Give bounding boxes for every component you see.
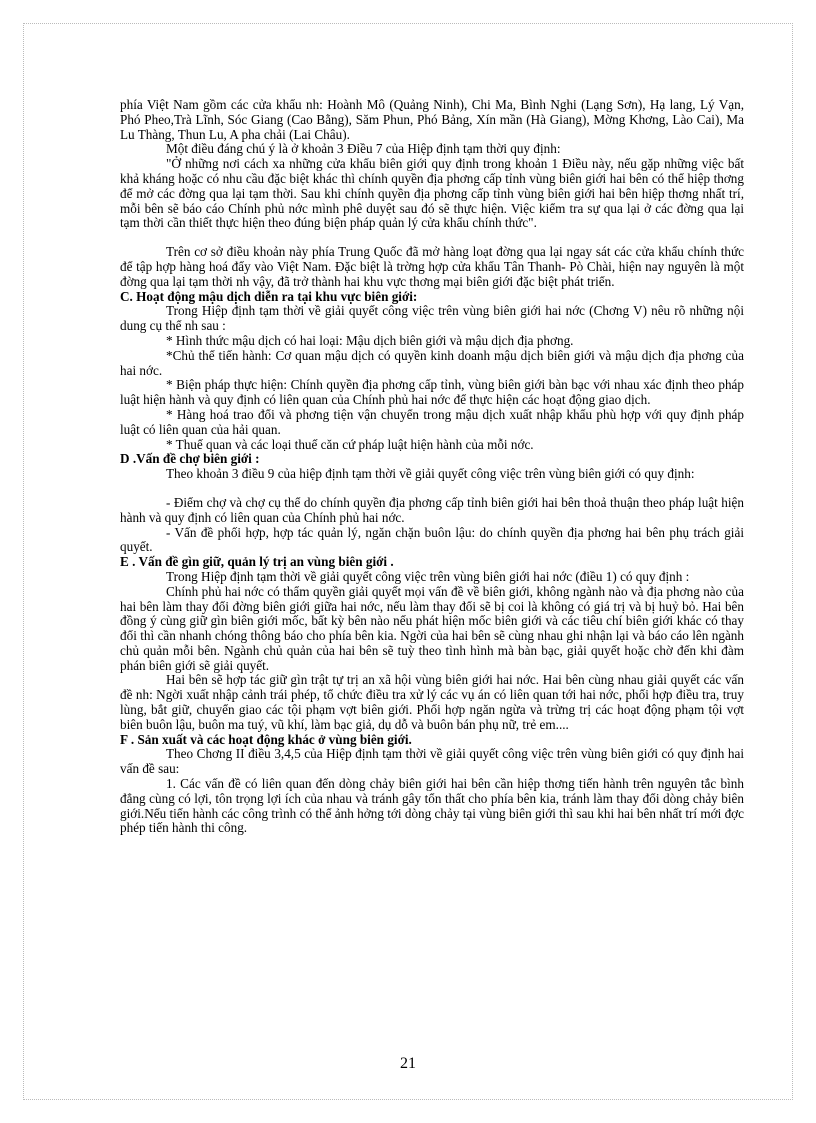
- list-item-river-flow: 1. Các vấn đề có liên quan đến dòng chảy biên giới hai bên cần hiệp thơng tiến hành trên nguyên tắc bình đẳng cùng có lợi, tôn trọng lợi ích của nhau và tránh gây tổn thất cho phía bên kia, tránh làm thay đổi dòng chảy biên giới.Nếu tiến hành các công trình có thể ảnh hởng tới dòng chảy tại vùng biên giới thì sau khi hai bên nhất trí mới đợc phép tiến hành thi công.: [120, 776, 744, 836]
- paragraph-china-crossings: Trên cơ sở điều khoản này phía Trung Quốc đã mở hàng loạt đờng qua lại ngay sát các cửa khẩu chính thức để tập hợp hàng hoá đẩy vào Việt Nam. Đặc biệt là trờng hợp cửa khẩu Tân Thanh- Pò Chài, hiện nay nguyên là một đờng qua lại tạm thời nh vậy, đã trở thành hai khu vực thơng mại biên giới đặc biệt phát triển.: [120, 244, 744, 289]
- list-item-trade-form: * Hình thức mậu dịch có hai loại: Mậu dịch biên giới và mậu dịch địa phơng.: [166, 332, 574, 348]
- paragraph-security-intro: Trong Hiệp định tạm thời về giải quyết công việc trên vùng biên giới hai nớc (điều 1) có quy định :: [166, 568, 690, 584]
- list-item-trade-method: * Biện pháp thực hiện: Chính quyền địa phơng cấp tỉnh, vùng biên giới bàn bạc với nhau xác định theo pháp luật hiện hành và quy định có liên quan của Chính phủ hai nớc để thực hiện các hoạt động giao dịch.: [120, 377, 744, 408]
- paragraph-border-gates: phía Việt Nam gồm các cửa khẩu nh: Hoành Mô (Quảng Ninh), Chi Ma, Bình Nghi (Lạng Sơn), Hạ lang, Lý Vạn, Phó Pheo,Trà Lĩnh, Sóc Giang (Cao Bằng), Săm Phun, Phó Bảng, Xín mần (Hà Giang), Mờng Khơng, Lào Cai), Ma Lu Thàng, Thun Lu, A pha chải (Lai Châu).: [120, 97, 744, 142]
- list-item-market-points: - Điểm chợ và chợ cụ thể do chính quyền địa phơng cấp tỉnh biên giới hai bên thoả thuận theo pháp luật hiện hành và quy định có liên quan của Chính phủ hai nớc.: [120, 494, 744, 525]
- heading-section-c: C. Hoạt động mậu dịch diễn ra tại khu vực biên giới:: [120, 288, 418, 304]
- paragraph-market-clause: Theo khoản 3 điều 9 của hiệp định tạm thời về giải quyết công việc trên vùng biên giới có quy định:: [166, 466, 695, 482]
- list-item-trade-tax: * Thuế quan và các loại thuế căn cứ pháp luật hiện hành của mỗi nớc.: [166, 436, 534, 452]
- paragraph-security-cooperation: Hai bên sẽ hợp tác giữ gìn trật tự trị an xã hội vùng biên giới hai nớc. Hai bên cùng nhau giải quyết các vấn đề nh: Ngời xuất nhập cảnh trái phép, tổ chức điều tra xử lý các vụ án có liên quan tới hai nớc, phối hợp điều tra, truy lùng, bắt giữ, chuyển giao các tội phạm vợt biên giới. Phối hợp ngăn ngừa và trừng trị các hoạt động phạm tội vợt biên buôn lậu, buôn ma tuý, vũ khí, làm bạc giả, dụ dỗ và buôn bán phụ nữ, trẻ em....: [120, 672, 744, 732]
- heading-section-d: D .Vấn đề chợ biên giới :: [120, 451, 260, 467]
- heading-section-e: E . Vấn đề gìn giữ, quản lý trị an vùng biên giới .: [120, 554, 394, 570]
- document-body: [120, 98, 744, 836]
- list-item-trade-goods: * Hàng hoá trao đổi và phơng tiện vận chuyển trong mậu dịch xuất nhập khẩu phù hợp với quy định pháp luật có liên quan của hải quan.: [120, 406, 744, 437]
- page-number: 21: [400, 1055, 416, 1072]
- paragraph-government-authority: Chính phủ hai nớc có thẩm quyền giải quyết mọi vấn đề về biên giới, không ngành nào và địa phơng nào của hai bên làm thay đổi đờng biên giới giữa hai nớc, nếu làm thay đổi sẽ bị coi là không có giá trị và bị huỷ bỏ. Hai bên đồng ý cùng giữ gìn biên giới mốc, bất kỳ bên nào nếu phát hiện mốc biên giới và các tiêu chí biên giới khác có thay đổi thì cần nhanh chóng thông báo cho phía bên kia. Ngời của hai bên sẽ cùng nhau ghi nhận lại và báo cáo lên ngành chủ quản mỗi bên. Ngành chủ quản của hai bên sẽ tuỳ theo tình hình mà bàn bạc, giải quyết hoặc chờ đến khi đàm phán biên giới sẽ giải quyết.: [120, 583, 744, 673]
- list-item-trade-subject: *Chủ thể tiến hành: Cơ quan mậu dịch có quyền kinh doanh mậu dịch biên giới và mậu dịch địa phơng của hai nớc.: [120, 347, 744, 378]
- paragraph-trade-intro: Trong Hiệp định tạm thời về giải quyết công việc trên vùng biên giới hai nớc (Chơng V) nêu rõ những nội dung cụ thể nh sau :: [120, 303, 744, 334]
- paragraph-clause-quote: "Ở những nơi cách xa những cửa khẩu biên giới quy định trong khoản 1 Điều này, nếu gặp những việc bất khả kháng hoặc có nhu cầu đặc biệt khác thì chính quyền địa phơng cấp tỉnh vùng biên giới hai bên có thể hiệp thơng để mở các đờng qua lại tạm thời. Sau khi chính quyền địa phơng cấp tỉnh vùng biên giới hai bên hiệp thơng nhất trí, mỗi bên sẽ báo cáo Chính phủ nớc mình phê duyệt sau đó sẽ thực hiện. Việc kiểm tra sự qua lại ở các đờng qua lại tạm thời cần thiết thực hiện theo đúng biện pháp quản lý cửa khẩu chính thức".: [120, 156, 744, 231]
- heading-section-f: F . Sản xuất và các hoạt động khác ở vùng biên giới.: [120, 731, 412, 747]
- paragraph-notable-clause: Một điều đáng chú ý là ở khoản 3 Điều 7 của Hiệp định tạm thời quy định:: [166, 141, 561, 157]
- paragraph-production-intro: Theo Chơng II điều 3,4,5 của Hiệp định tạm thời về giải quyết công việc trên vùng biên giới có quy định hai vấn đề sau:: [120, 746, 744, 777]
- list-item-market-smuggling: - Vấn đề phối hợp, hợp tác quản lý, ngăn chặn buôn lậu: do chính quyền địa phơng hai bên phụ trách giải quyết.: [120, 524, 744, 555]
